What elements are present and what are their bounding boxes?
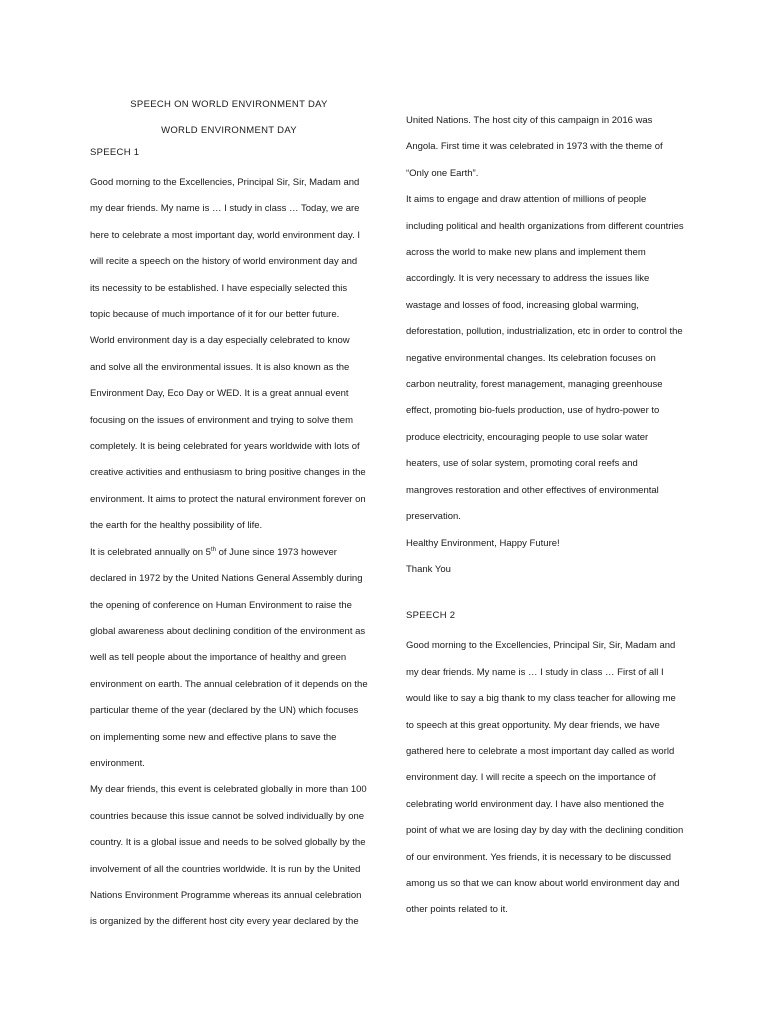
document-subtitle: WORLD ENVIRONMENT DAY [161, 125, 297, 136]
right-column [406, 108, 684, 924]
document-title: SPEECH ON WORLD ENVIRONMENT DAY [130, 99, 328, 110]
speech-1-paragraph-2: World environment day is a day especially celebrated to know and solve all the environmental issues. It is also known as the Environment Day, Eco Day or WED. It is a great annual event focusing on the issues of environment and trying to solve them completely. It is being celebrated for years worldwide with lots of creative activities and enthusiasm to bring positive changes in the environment. It aims to protect the natural environment forever on the earth for the healthy possibility of life. [90, 335, 366, 532]
ordinal-superscript: th [210, 546, 216, 553]
closing-slogan: Healthy Environment, Happy Future! [406, 537, 560, 549]
speech-1-paragraph-3 [90, 540, 368, 778]
speech-1-heading: SPEECH 1 [90, 147, 140, 158]
speech-2-paragraph-1: Good morning to the Excellencies, Principal Sir, Sir, Madam and my dear friends. My name is … I study in class … First of all I would like to say a big thank to my class teacher for allowing me to speech at this great opportunity. My dear friends, we have gathered here to celebrate a most important day called as world environment day. I will recite a speech on the importance of celebrating world environment day. I have also mentioned the point of what we are losing day by day with the declining condition of our environment. Yes friends, it is necessary to be discussed among us so that we can know about world environment day and other points related to it. [406, 640, 684, 916]
speech-1-paragraph-4: My dear friends, this event is celebrated globally in more than 100 countries because this issue cannot be solved individually by one country. It is a global issue and needs to be solved globally by the involvement of all the countries worldwide. It is run by the United Nations Environment Programme whereas its annual celebration is organized by the different host city every year declared by the [90, 784, 367, 928]
thank-you: Thank You [406, 563, 451, 575]
speech-2-heading: SPEECH 2 [406, 610, 456, 622]
section-gap [406, 583, 684, 609]
speech-1-paragraph-1: Good morning to the Excellencies, Principal Sir, Sir, Madam and my dear friends. My name is … I study in class … Today, we are here to celebrate a most important day, world environment day. I will recite a speech on the history of world environment day and its necessity to be established. I have especially selected this topic because of much importance of it for our better future. [90, 177, 361, 321]
speech-1-paragraph-5: United Nations. The host city of this campaign in 2016 was Angola. First time it was celebrated in 1973 with the theme of “Only one Earth”. [406, 115, 663, 179]
left-column [90, 98, 368, 936]
paragraph-3-start: It is celebrated annually on 5 [90, 546, 211, 558]
paragraph-3-rest: of June since 1973 however declared in 1972 by the United Nations General Assembly during the opening of conference on Human Environment to raise the global awareness about declining condition of the environment as well as tell people about the importance of healthy and green environment on earth. The annual celebration of it depends on the particular theme of the year (declared by the UN) which focuses on implementing some new and effective plans to save the environment. [90, 546, 368, 769]
speech-1-paragraph-6: It aims to engage and draw attention of millions of people including political and health organizations from different countries across the world to make new plans and implement them accordingly. It is very necessary to address the issues like wastage and losses of food, increasing global warming, deforestation, pollution, industrialization, etc in order to control the negative environmental changes. Its celebration focuses on carbon neutrality, forest management, managing greenhouse effect, promoting bio-fuels production, use of hydro-power to produce electricity, encouraging people to use solar water heaters, use of solar system, promoting coral reefs and mangroves restoration and other effectives of environmental preservation. [406, 194, 684, 523]
